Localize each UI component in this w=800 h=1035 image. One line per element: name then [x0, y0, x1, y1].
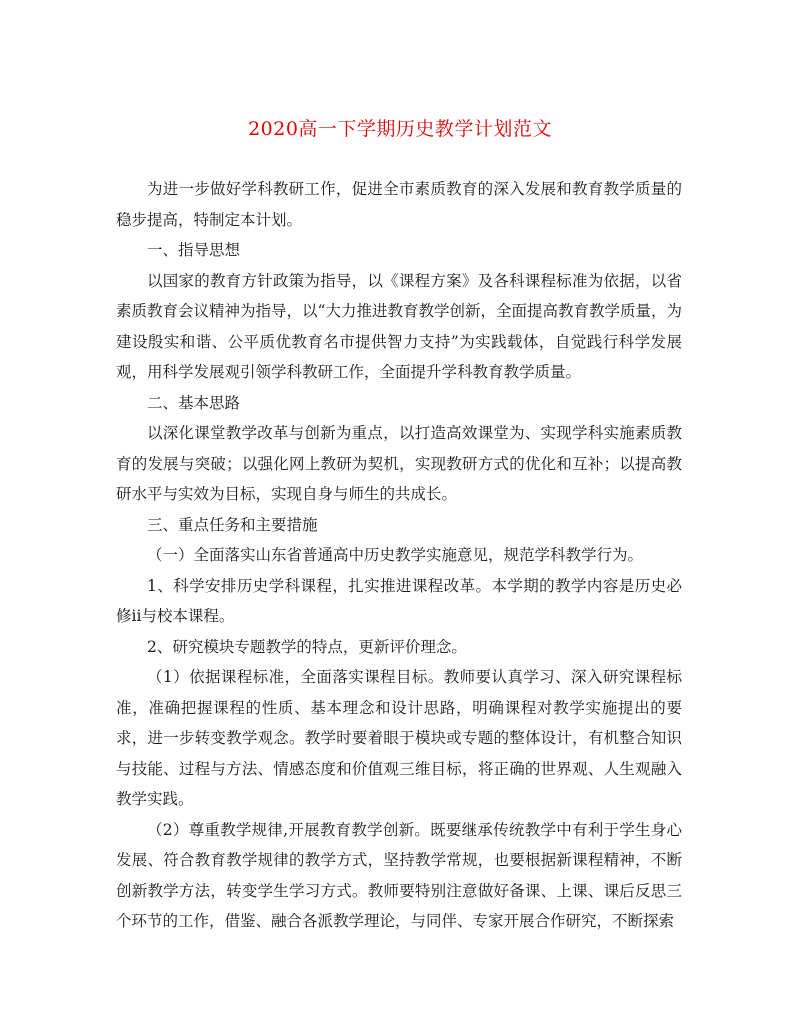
- document-title: 2020高一下学期历史教学计划范文: [248, 118, 552, 140]
- guiding-ideology-paragraph: 以国家的教育方针政策为指导，以《课程方案》及各科课程标准为依据，以省素质教育会议精神为指导，以“大力推进教育教学创新，全面提高教育教学质量，为建设殷实和谐、公平质优教育名市提供智力支持”为实践载体，自觉践行科学发展观，用科学发展观引领学科教研工作，全面提升学科教育教学质量。: [116, 271, 682, 381]
- sub-item-paragraph-2: （2）尊重教学规律,开展教育教学创新。既要继承传统教学中有利于学生身心发展、符合教育教学规律的教学方式，坚持教学常规，也要根据新课程精神，不断创新教学方法，转变学生学习方式。教师要特别注意做好备课、上课、课后反思三个环节的工作，借鉴、融合各派教学理论，与同伴、专家开展合作研究，不断探索: [116, 820, 682, 930]
- intro-paragraph: 为进一步做好学科教研工作，促进全市素质教育的深入发展和教育教学质量的稳步提高，特制定本计划。: [116, 180, 682, 229]
- section-heading-guiding-ideology: 一、指导思想: [147, 241, 241, 259]
- basic-approach-paragraph: 以深化课堂教学改革与创新为重点，以打造高效课堂为、实现学科实施素质教育的发展与突破；以强化网上教研为契机，实现教研方式的优化和互补；以提高教研水平与实效为目标，实现自身与师生的共成长。: [116, 424, 682, 503]
- sub-item-paragraph-1: （1）依据课程标准，全面落实课程目标。教师要认真学习、深入研究课程标准，准确把握课程的性质、基本理念和设计思路，明确课程对教学实施提出的要求，进一步转变教学观念。教学时要着眼于模块或专题的整体设计，有机整合知识与技能、过程与方法、情感态度和价值观三维目标，将正确的世界观、人生观融入教学实践。: [116, 668, 682, 808]
- section-heading-basic-approach: 二、基本思路: [147, 393, 241, 412]
- item-paragraph-1: 1、科学安排历史学科课程，扎实推进课程改革。本学期的教学内容是历史必修ii与校本课程。: [116, 576, 682, 625]
- subsection-heading-1: （一）全面落实山东省普通高中历史教学实施意见，规范学科教学行为。: [147, 546, 644, 564]
- item-paragraph-2: 2、研究模块专题教学的特点，更新评价理念。: [147, 637, 467, 656]
- section-heading-key-tasks: 三、重点任务和主要措施: [147, 515, 318, 534]
- document-body: [116, 174, 682, 937]
